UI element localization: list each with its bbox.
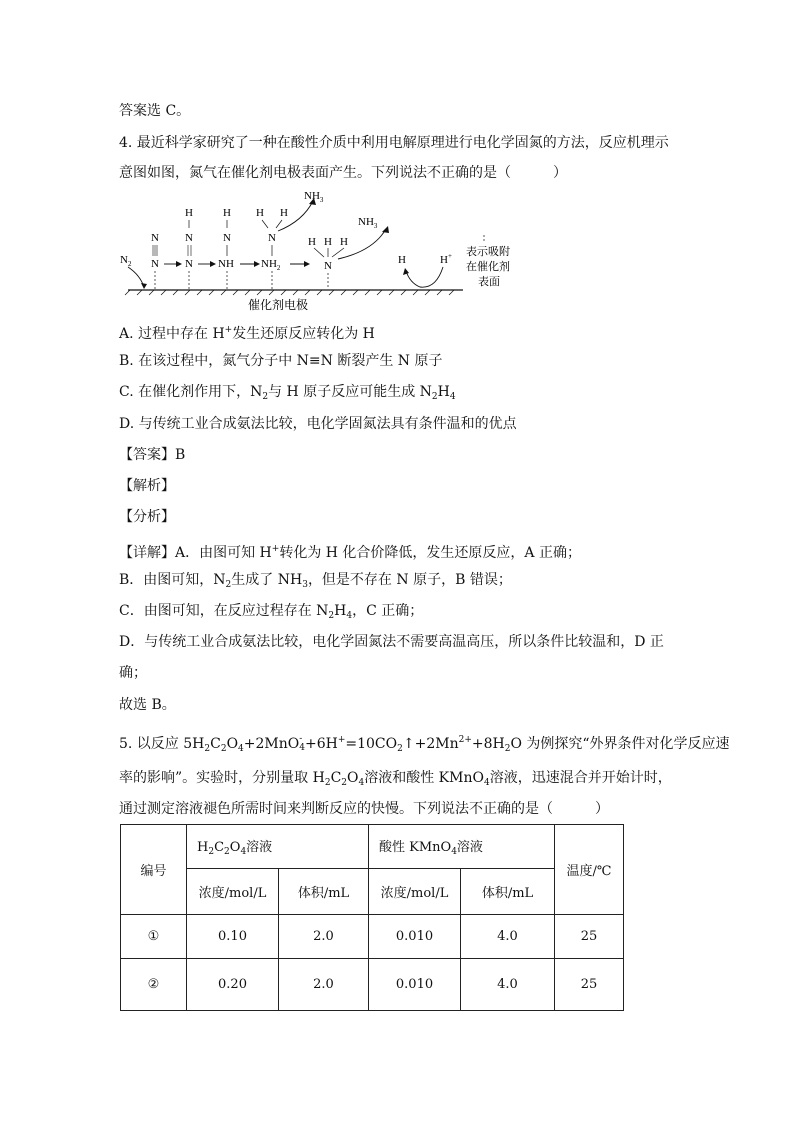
experiment-table — [120, 824, 624, 1011]
fenxi-label: 【分析】 — [119, 509, 175, 525]
header-vol-2: 体积/mL — [461, 869, 555, 915]
h-atom-7: H — [340, 236, 348, 248]
nitrogen-fixation-diagram — [118, 183, 538, 313]
n-atom-3: N — [185, 258, 193, 270]
nh3-top-label: $NH_3$ — [304, 190, 324, 204]
triple-bond — [153, 245, 157, 256]
h-atom-6: H — [324, 236, 332, 248]
final-answer: 故选 B。 — [119, 697, 176, 713]
nh2-label: $NH_2$ — [261, 258, 281, 272]
legend-text-3: 表面 — [478, 276, 500, 288]
detail-a: 【详解】A．由图可知 H+转化为 H 化合价降低，发生还原反应，A 正确； — [119, 544, 581, 561]
n-atom-lower: N — [151, 258, 159, 270]
header-vol-1: 体积/mL — [279, 869, 369, 915]
header-kmno4: 酸性 KMnO$_4$溶液 — [369, 825, 555, 869]
n2-label: $N_2$ — [120, 254, 132, 268]
h-atom-5: H — [308, 236, 316, 248]
n-atom-upper: N — [151, 232, 159, 244]
analysis-label: 【解析】 — [119, 478, 175, 494]
nh3-right-label: $NH_3$ — [358, 216, 378, 230]
n-atom-5: N — [268, 232, 276, 244]
header-conc-2: 浓度/mol/L — [369, 869, 461, 915]
option-c: C. 在催化剂作用下，$N_2$与 H 原子反应可能生成 $N_2H_4$ — [119, 384, 456, 402]
option-b: B. 在该过程中，氮气分子中 N≡N 断裂产生 N 原子 — [119, 353, 443, 369]
legend-text-2: 在催化剂 — [466, 261, 510, 273]
answer-c-line: 答案选 C。 — [119, 103, 191, 119]
detail-c: C．由图可知，在反应过程存在 $N_2H_4$，C 正确； — [119, 603, 424, 621]
header-conc-1: 浓度/mol/L — [187, 869, 279, 915]
n-atom-2: N — [185, 232, 193, 244]
nh-label: NH — [218, 258, 234, 270]
answer-label: 【答案】B — [119, 447, 186, 463]
table-row: ① 0.10 2.0 0.010 4.0 25 — [121, 915, 624, 959]
h-atom-2: H — [223, 207, 231, 219]
option-a: A. 过程中存在 H+发生还原反应转化为 H — [119, 325, 375, 342]
h-atom-1: H — [185, 207, 193, 219]
h-plus-label: H+ — [440, 252, 452, 266]
header-id: 编号 — [121, 825, 187, 915]
electrode-hatching — [125, 290, 454, 295]
h-atom-adsorbed: H — [398, 254, 406, 266]
detail-d-1: D．与传统工业合成氨法比较，电化学固氮法不需要高温高压，所以条件比较温和，D 正 — [119, 634, 664, 650]
h-reduction-arrow — [406, 267, 443, 287]
table-row: ② 0.20 2.0 0.010 4.0 25 — [121, 959, 624, 1011]
question-5-stem-2: 率的影响”。实验时，分别量取 $H_2C_2O_4$溶液和酸性 KMnO$_4$溶液，迅速混合并开始计时， — [119, 770, 672, 788]
question-5-stem-1: 5. 以反应 $5H_2C_2O_4+2MnO-$ $4+6H^+=10CO_2↑+2Mn^{2+}+8H_2O$ 为例探究“外界条件对化学反应速 — [119, 734, 730, 754]
detail-d-2: 确； — [119, 665, 147, 681]
option-d: D. 与传统工业合成氨法比较，电化学固氮法具有条件温和的优点 — [119, 416, 517, 432]
header-oxalic: $H_2C_2O_4$溶液 — [187, 825, 369, 869]
n-atom-4: N — [223, 232, 231, 244]
n-atom-6: N — [324, 260, 332, 272]
legend-text-1: 表示吸附 — [466, 246, 510, 258]
header-temperature: 温度/℃ — [555, 825, 624, 915]
question-5-stem-3: 通过测定溶液褪色所需时间来判断反应的快慢。下列说法不正确的是（ ） — [119, 801, 609, 817]
detail-b: B．由图可知，$N_2$生成了 $NH_3$，但是不存在 N 原子，B 错误； — [119, 572, 512, 590]
h-atom-3: H — [256, 207, 264, 219]
electrode-label: 催化剂电极 — [248, 298, 309, 312]
question-4-stem-1: 4. 最近科学家研究了一种在酸性介质中利用电解原理进行电化学固氮的方法，反应机理示 — [119, 135, 669, 151]
question-4-stem-2: 意图如图，氮气在催化剂电极表面产生。下列说法不正确的是（ ） — [119, 165, 567, 181]
h-atom-4: H — [280, 207, 288, 219]
